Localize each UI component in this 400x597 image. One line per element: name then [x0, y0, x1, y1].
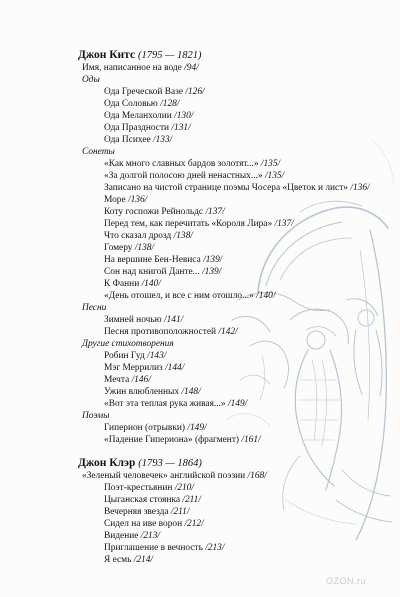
entry-title: «Зеленый человечек» английской поэзии [82, 471, 246, 481]
entry-title: Коту госпожи Рейнольдс [104, 207, 204, 217]
entry-title: Робин Гуд [104, 351, 145, 361]
entry-title: «День отошел, и все с ним отошло...» [104, 291, 254, 301]
toc-entry [104, 110, 193, 122]
entry-page-number: /142/ [218, 327, 238, 337]
entry-title: Зимней ночью [104, 315, 162, 325]
entry-page-number: /137/ [274, 219, 294, 229]
toc-entry [104, 314, 183, 326]
toc-entry [104, 254, 222, 266]
entry-title: Видение [104, 531, 139, 541]
toc-entry [104, 194, 147, 206]
toc-entry [104, 554, 153, 566]
author-dates: (1793 — 1864) [138, 458, 202, 469]
entry-page-number: /136/ [127, 195, 148, 205]
entry-title: Вечерняя звезда [104, 507, 169, 517]
toc-section-heading: Оды [82, 75, 100, 85]
entry-page-number: /133/ [153, 135, 173, 145]
entry-page-number: /149/ [227, 399, 248, 409]
entry-page-number: /139/ [202, 267, 222, 277]
entry-title: Сон над книгой Данте... [104, 267, 200, 277]
entry-title: «Падение Гипериона» (фрагмент) [104, 435, 240, 445]
toc-section-heading: Поэмы [82, 411, 110, 421]
entry-title: На вершине Бен-Невиса [104, 255, 201, 265]
entry-page-number: /135/ [264, 171, 285, 181]
entry-page-number: /141/ [164, 315, 184, 325]
toc-entry [104, 98, 179, 110]
toc-entry [104, 170, 284, 182]
entry-title: Мечта [104, 375, 130, 385]
entry-page-number: /213/ [140, 531, 161, 541]
entry-title: Что сказал дрозд [104, 231, 172, 241]
entry-page-number: /143/ [147, 351, 167, 361]
entry-page-number: /212/ [184, 519, 204, 529]
toc-entry [104, 206, 225, 218]
entry-page-number: /128/ [160, 99, 180, 109]
toc-entry [104, 122, 191, 134]
toc-entry [104, 434, 261, 446]
entry-title: Поэт-крестьянин [104, 483, 173, 493]
entry-page-number: /140/ [141, 279, 161, 289]
entry-page-number: /149/ [187, 423, 207, 433]
entry-title: Гомеру [104, 243, 133, 253]
author-name: Джон Клэр [78, 457, 136, 469]
toc-entry [104, 182, 370, 194]
toc-entry [104, 266, 221, 278]
entry-title: Песня противоположностей [104, 327, 216, 337]
toc-author-heading [78, 456, 202, 471]
toc-entry [104, 350, 166, 362]
entry-page-number: /210/ [174, 483, 194, 493]
entry-title: Записано на чистой странице поэмы Чосера «Цветок и лист» [104, 183, 348, 193]
toc-entry [104, 518, 204, 530]
entry-page-number: /138/ [173, 231, 193, 241]
author-dates: (1795 — 1821) [137, 50, 202, 61]
toc-entry [82, 470, 267, 482]
entry-page-number: /135/ [260, 159, 281, 169]
toc-entry [104, 230, 193, 242]
toc-entry [104, 86, 205, 98]
entry-title: Перед тем, как перечитать «Короля Лира» [104, 219, 273, 229]
entry-page-number: /126/ [185, 87, 205, 97]
entry-title: Море [104, 195, 126, 205]
toc-section-heading: Сонеты [82, 147, 115, 157]
entry-title: «За долгой полосою дней ненастных...» [104, 171, 263, 181]
entry-page-number: /137/ [205, 207, 225, 217]
entry-page-number: /140/ [256, 291, 276, 301]
entry-title: Мэг Меррилиз [104, 363, 163, 373]
entry-title: Ужин влюбленных [104, 387, 180, 397]
entry-title: Приглашение в вечность [104, 543, 203, 553]
toc-section-heading: Другие стихотворения [82, 339, 174, 349]
toc-entry [104, 242, 154, 254]
toc-entry [104, 398, 247, 410]
ozon-watermark: OZON.ru [326, 576, 367, 586]
entry-page-number: /214/ [133, 555, 153, 565]
toc-entry [104, 422, 207, 434]
entry-title: Ода Праздности [104, 123, 170, 133]
entry-page-number: /168/ [247, 471, 267, 481]
entry-page-number: /146/ [131, 375, 151, 385]
toc-entry [104, 482, 194, 494]
entry-title: Ода Меланхолии [104, 111, 172, 121]
entry-page-number: /131/ [171, 123, 191, 133]
entry-title: Ода Греческой Вазе [104, 87, 184, 97]
toc-entry [104, 218, 294, 230]
toc-entry [104, 374, 151, 386]
entry-title: Гиперион (отрывки) [104, 423, 186, 433]
toc-entry [104, 386, 201, 398]
toc-entry [104, 290, 275, 302]
entry-title: «Как много славных бардов золотят...» [104, 159, 259, 169]
entry-page-number: /211/ [182, 495, 201, 505]
entry-page-number: /144/ [165, 363, 185, 373]
toc-entry [104, 530, 160, 542]
toc-entry [104, 494, 201, 506]
entry-title: К Фанни [104, 279, 140, 289]
entry-page-number: /161/ [241, 435, 261, 445]
entry-title: Цыганская стоянка [104, 495, 181, 505]
author-name: Джон Китс [78, 49, 136, 61]
toc-entry [104, 362, 184, 374]
entry-page-number: /139/ [203, 255, 223, 265]
toc-entry [104, 542, 224, 554]
toc-entry [104, 506, 189, 518]
toc-entry [82, 62, 199, 74]
entry-page-number: /138/ [134, 243, 155, 253]
entry-page-number: /148/ [181, 387, 201, 397]
toc-entry [104, 158, 280, 170]
toc-section-heading: Песни [82, 303, 107, 313]
entry-page-number: /136/ [350, 183, 370, 193]
toc-author-heading [78, 48, 202, 63]
toc-entry [104, 326, 238, 338]
entry-title: Имя, написанное на воде [82, 63, 182, 73]
toc-entry [104, 278, 161, 290]
entry-page-number: /213/ [205, 543, 225, 553]
entry-title: Я есмь [104, 555, 132, 565]
entry-title: «Вот эта теплая рука живая...» [104, 399, 226, 409]
entry-title: Ода Соловью [104, 99, 158, 109]
entry-page-number: /211/ [170, 507, 190, 517]
entry-title: Ода Психее [104, 135, 151, 145]
entry-title: Сидел на иве ворон [104, 519, 183, 529]
entry-page-number: /130/ [174, 111, 194, 121]
entry-page-number: /94/ [184, 63, 199, 73]
toc-entry [104, 134, 172, 146]
